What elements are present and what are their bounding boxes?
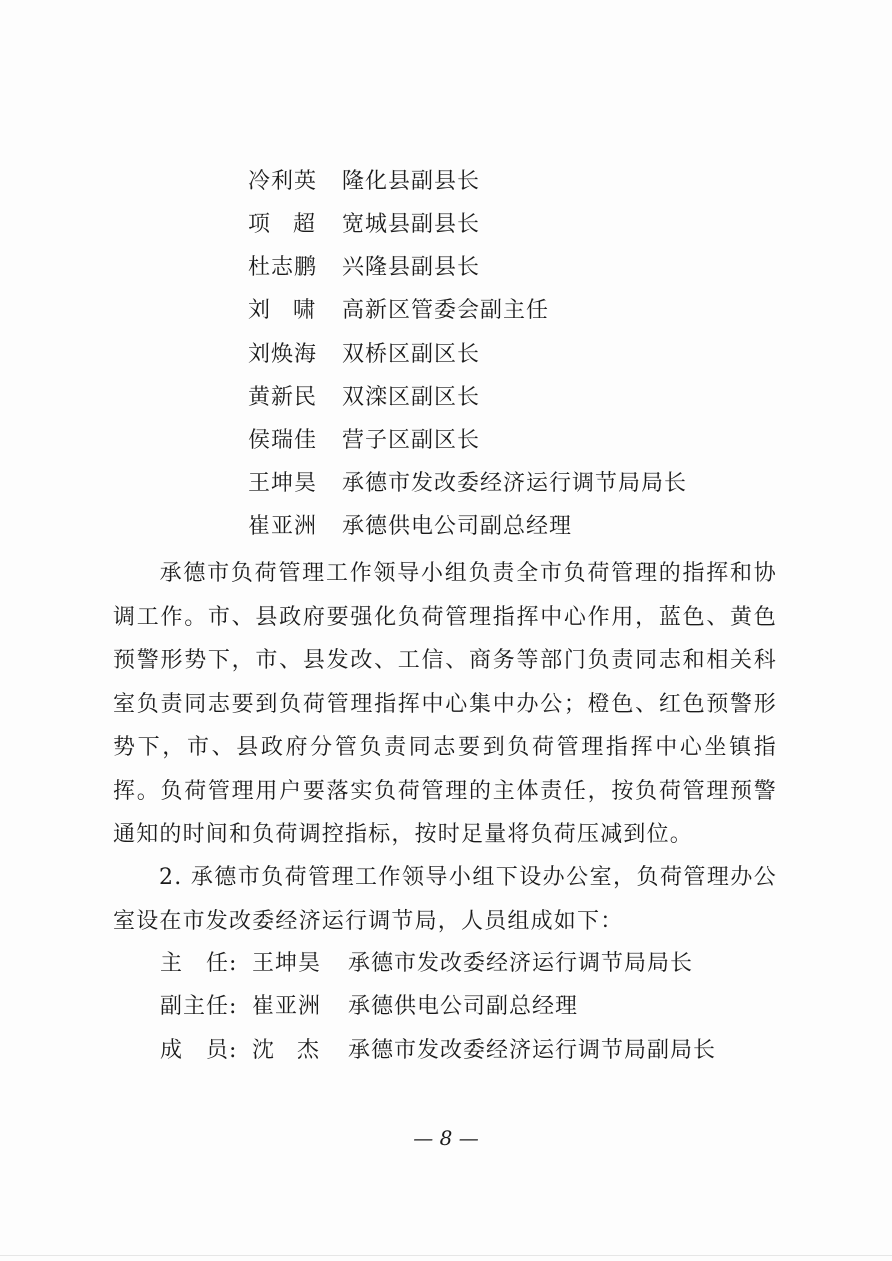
roster-row bbox=[248, 335, 480, 375]
member-name: 侯瑞佳 bbox=[248, 428, 318, 453]
office-title: 承德市发改委经济运行调节局副局长 bbox=[348, 1038, 717, 1063]
member-title: 兴隆县副县长 bbox=[342, 255, 481, 280]
office-row bbox=[160, 987, 578, 1027]
member-title: 承德市发改委经济运行调节局局长 bbox=[342, 471, 688, 496]
office-name: 崔亚洲 bbox=[252, 994, 322, 1019]
member-title: 隆化县副县长 bbox=[342, 169, 481, 194]
member-title: 双桥区副区长 bbox=[342, 342, 481, 367]
roster-row bbox=[248, 421, 480, 461]
office-row bbox=[160, 1031, 716, 1071]
member-name: 王坤昊 bbox=[248, 471, 318, 496]
paragraph-leadership-duties bbox=[113, 552, 777, 857]
roster-row bbox=[248, 248, 480, 288]
office-row bbox=[160, 944, 693, 984]
office-name: 王坤昊 bbox=[252, 951, 322, 976]
member-title: 高新区管委会副主任 bbox=[342, 298, 550, 323]
roster-row bbox=[248, 378, 480, 418]
member-name: 刘啸 bbox=[248, 298, 339, 323]
office-role: 成 员: bbox=[160, 1038, 238, 1063]
member-title: 宽城县副县长 bbox=[342, 212, 481, 237]
member-name: 刘焕海 bbox=[248, 342, 318, 367]
member-name: 冷利英 bbox=[248, 169, 318, 194]
member-name: 杜志鹏 bbox=[248, 255, 318, 280]
member-title: 营子区副区长 bbox=[342, 428, 481, 453]
paragraph-text: 2. 承德市负荷管理工作领导小组下设办公室，负荷管理办公室设在市发改委经济运行调节局，人员组成如下： bbox=[113, 865, 777, 934]
member-name: 项超 bbox=[248, 212, 339, 237]
roster-row bbox=[248, 507, 572, 547]
office-title: 承德供电公司副总经理 bbox=[348, 994, 579, 1019]
page-number: — 8 — bbox=[413, 1126, 479, 1150]
member-name: 黄新民 bbox=[248, 385, 318, 410]
office-name: 沈杰 bbox=[252, 1038, 343, 1063]
roster-row bbox=[248, 291, 549, 331]
office-role: 副主任: bbox=[160, 994, 238, 1019]
roster-row bbox=[248, 162, 480, 202]
member-title: 双滦区副区长 bbox=[342, 385, 481, 410]
paragraph-text: 承德市负荷管理工作领导小组负责全市负荷管理的指挥和协调工作。市、县政府要强化负荷管理指挥中心作用，蓝色、黄色预警形势下，市、县发改、工信、商务等部门负责同志和相关科室负责同志要到负荷管理指挥中心集中办公；橙色、红色预警形势下，市、县政府分管负责同志要到负荷管理指挥中心坐镇指挥。负荷管理用户要落实负荷管理的主体责任，按负荷管理预警通知的时间和负荷调控指标，按时足量将负荷压减到位。 bbox=[113, 561, 777, 847]
member-name: 崔亚洲 bbox=[248, 514, 318, 539]
roster-row bbox=[248, 464, 687, 504]
office-role: 主 任: bbox=[160, 951, 238, 976]
office-title: 承德市发改委经济运行调节局局长 bbox=[348, 951, 694, 976]
roster-row bbox=[248, 205, 480, 245]
scan-edge-line bbox=[0, 1255, 892, 1256]
member-title: 承德供电公司副总经理 bbox=[342, 514, 573, 539]
paragraph-office-setup bbox=[113, 856, 777, 943]
